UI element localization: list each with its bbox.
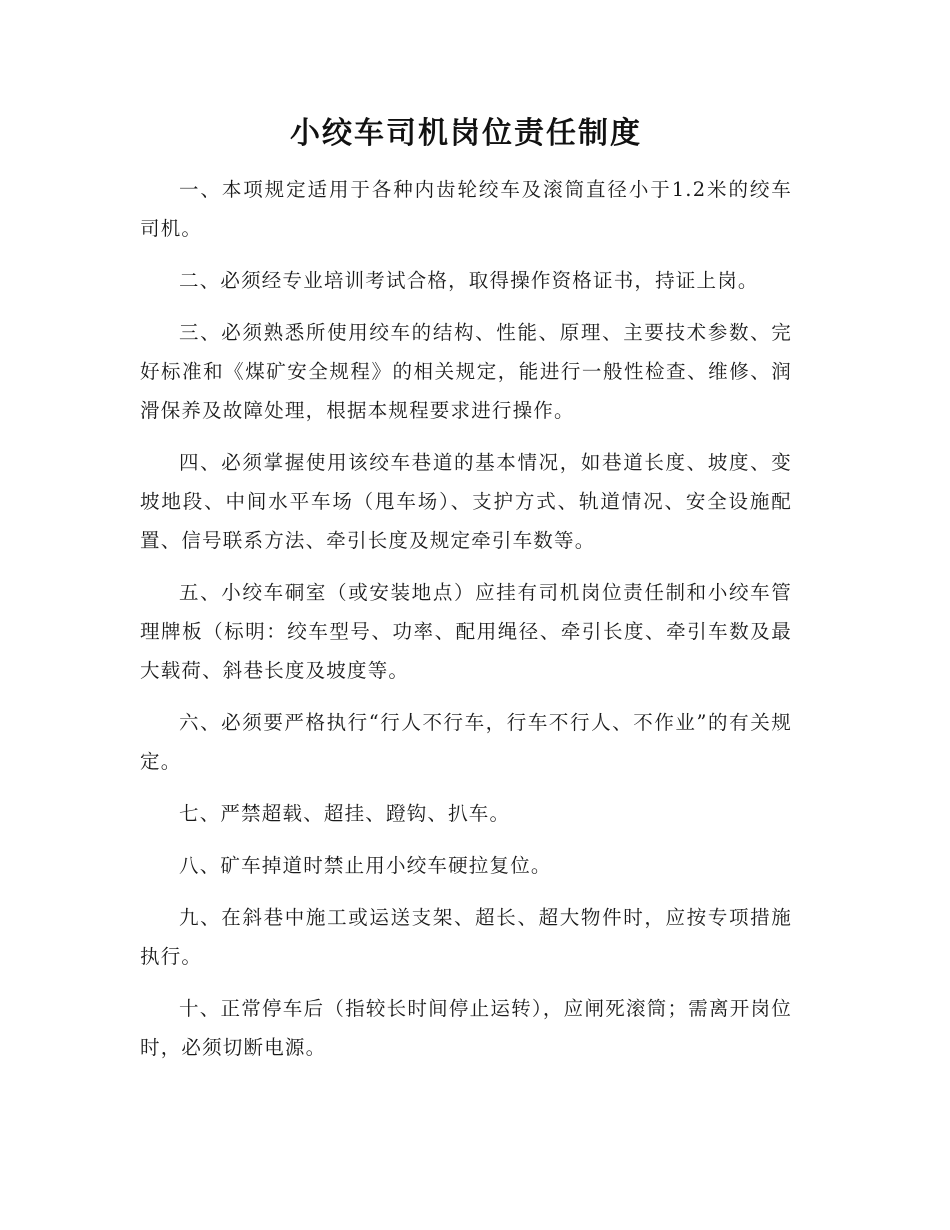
clause-8: 八、矿车掉道时禁止用小绞车硬拉复位。: [179, 854, 552, 877]
clause-list: [140, 170, 792, 1067]
clause-4: 四、必须掌握使用该绞车巷道的基本情况，如巷道长度、坡度、变坡地段、中间水平车场（甩车场）、支护方式、轨道情况、安全设施配置、信号联系方法、牵引长度及规定牵引车数等。: [140, 451, 792, 552]
clause-1: 一、本项规定适用于各种内齿轮绞车及滚筒直径小于1.2米的绞车司机。: [140, 178, 792, 240]
document-title: 小绞车司机岗位责任制度: [290, 116, 642, 151]
clause-3: 三、必须熟悉所使用绞车的结构、性能、原理、主要技术参数、完好标准和《煤矿安全规程》的相关规定，能进行一般性检查、维修、润滑保养及故障处理，根据本规程要求进行操作。: [140, 321, 792, 422]
clause-6: 六、必须要严格执行“行人不行车，行车不行人、不作业”的有关规定。: [140, 711, 792, 773]
clause-2: 二、必须经专业培训考试合格，取得操作资格证书，持证上岗。: [179, 269, 759, 292]
clause-9: 九、在斜巷中施工或运送支架、超长、超大物件时，应按专项措施执行。: [140, 906, 792, 968]
clause-5: 五、小绞车硐室（或安装地点）应挂有司机岗位责任制和小绞车管理牌板（标明：绞车型号、功率、配用绳径、牵引长度、牵引车数及最大载荷、斜巷长度及坡度等。: [140, 581, 792, 682]
clause-7: 七、严禁超载、超挂、蹬钩、扒车。: [179, 802, 511, 825]
clause-10: 十、正常停车后（指较长时间停止运转），应闸死滚筒；需离开岗位时，必须切断电源。: [140, 997, 792, 1059]
